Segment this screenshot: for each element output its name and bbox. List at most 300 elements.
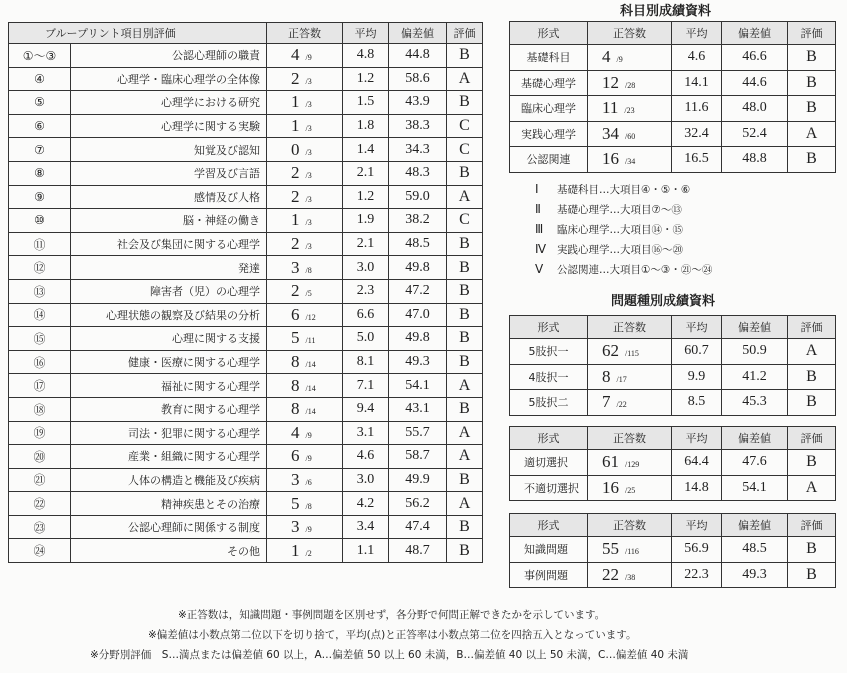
correct-count: 55 xyxy=(602,539,619,559)
item-name: 感情及び人格 xyxy=(71,185,267,209)
correct-cell xyxy=(267,44,343,68)
correct-count: 2 xyxy=(291,234,300,254)
correct-count: 7 xyxy=(602,392,611,412)
deviation: 43.9 xyxy=(389,91,447,115)
correct-cell xyxy=(267,327,343,351)
row-label: 4肢択一 xyxy=(510,364,588,390)
header-dev: 偏差値 xyxy=(389,23,447,44)
legend-item xyxy=(535,220,712,240)
header-correct: 正答数 xyxy=(588,22,672,45)
table-row xyxy=(9,114,483,138)
correct-cell xyxy=(588,339,672,365)
header-grade: 評価 xyxy=(788,427,836,450)
question-total: /9 xyxy=(305,430,312,440)
grade: B xyxy=(447,397,483,421)
item-name: 産業・組織に関する心理学 xyxy=(71,445,267,469)
correct-count: 5 xyxy=(291,493,300,513)
question-total: /9 xyxy=(305,454,312,464)
header-dev: 偏差値 xyxy=(722,316,788,339)
item-number: ⑯ xyxy=(9,350,71,374)
deviation: 54.1 xyxy=(722,475,788,501)
item-number: ⑰ xyxy=(9,374,71,398)
deviation: 58.7 xyxy=(389,445,447,469)
average: 8.5 xyxy=(672,390,722,416)
grade: A xyxy=(788,475,836,501)
question-total: /2 xyxy=(305,548,312,558)
item-name: 社会及び集団に関する心理学 xyxy=(71,232,267,256)
question-total: /9 xyxy=(305,53,312,63)
note-rounding: ※偏差値は小数点第二位以下を切り捨て，平均(点)と正答率は小数点第二位を四捨五入となっています。 xyxy=(148,629,637,641)
table-row xyxy=(510,70,836,96)
question-total: /60 xyxy=(625,131,636,141)
header-format: 形式 xyxy=(510,427,588,450)
question-total: /22 xyxy=(616,400,627,410)
item-name: 心理状態の観察及び結果の分析 xyxy=(71,303,267,327)
deviation: 47.6 xyxy=(722,450,788,476)
question-total: /3 xyxy=(305,76,312,86)
legend-text: 基礎心理学…大項目⑦〜⑬ xyxy=(557,204,682,216)
item-number: ㉑ xyxy=(9,468,71,492)
header-format: 形式 xyxy=(510,514,588,537)
average: 64.4 xyxy=(672,450,722,476)
qtype-header-row xyxy=(510,427,836,450)
average: 14.8 xyxy=(672,475,722,501)
question-total: /9 xyxy=(305,525,312,535)
table-row xyxy=(9,138,483,162)
average: 1.9 xyxy=(343,209,389,233)
item-name: 健康・医療に関する心理学 xyxy=(71,350,267,374)
question-total: /9 xyxy=(616,55,623,65)
correct-cell xyxy=(588,475,672,501)
correct-count: 3 xyxy=(291,469,300,489)
correct-count: 16 xyxy=(602,477,619,497)
correct-count: 1 xyxy=(291,92,300,112)
deviation: 48.8 xyxy=(722,147,788,173)
item-number: ㉔ xyxy=(9,539,71,563)
table-row xyxy=(9,161,483,185)
deviation: 49.8 xyxy=(389,256,447,280)
row-label: 公認関連 xyxy=(510,147,588,173)
deviation: 50.9 xyxy=(722,339,788,365)
correct-cell xyxy=(267,91,343,115)
grade: B xyxy=(447,232,483,256)
correct-cell xyxy=(267,185,343,209)
deviation: 47.4 xyxy=(389,515,447,539)
grade: A xyxy=(447,185,483,209)
row-label: 知識問題 xyxy=(510,537,588,563)
correct-count: 8 xyxy=(602,366,611,386)
deviation: 48.5 xyxy=(722,537,788,563)
correct-count: 2 xyxy=(291,186,300,206)
row-label: 不適切選択 xyxy=(510,475,588,501)
average: 1.4 xyxy=(343,138,389,162)
legend-roman: Ⅳ xyxy=(535,242,547,256)
deviation: 38.2 xyxy=(389,209,447,233)
correct-count: 8 xyxy=(291,375,300,395)
grade: C xyxy=(447,209,483,233)
question-total: /12 xyxy=(305,312,316,322)
question-total: /28 xyxy=(625,80,636,90)
item-name: 教育に関する心理学 xyxy=(71,397,267,421)
deviation: 44.8 xyxy=(389,44,447,68)
question-total: /8 xyxy=(305,265,312,275)
grade: B xyxy=(447,256,483,280)
correct-cell xyxy=(267,232,343,256)
header-avg: 平均 xyxy=(672,427,722,450)
table-row xyxy=(9,91,483,115)
correct-count: 11 xyxy=(602,98,619,118)
question-total: /11 xyxy=(305,336,316,346)
deviation: 47.2 xyxy=(389,279,447,303)
grade: A xyxy=(447,67,483,91)
item-name: 司法・犯罪に関する心理学 xyxy=(71,421,267,445)
table-row xyxy=(510,121,836,147)
deviation: 49.3 xyxy=(722,562,788,588)
correct-count: 1 xyxy=(291,210,300,230)
header-correct: 正答数 xyxy=(588,514,672,537)
deviation: 58.6 xyxy=(389,67,447,91)
average: 1.5 xyxy=(343,91,389,115)
correct-cell xyxy=(267,256,343,280)
legend-roman: Ⅴ xyxy=(535,262,544,276)
question-total: /6 xyxy=(305,477,312,487)
question-total: /3 xyxy=(305,194,312,204)
question-total: /129 xyxy=(625,460,640,470)
average: 3.4 xyxy=(343,515,389,539)
average: 5.0 xyxy=(343,327,389,351)
average: 56.9 xyxy=(672,537,722,563)
table-row xyxy=(510,450,836,476)
table-row xyxy=(9,303,483,327)
table-row xyxy=(9,44,483,68)
header-dev: 偏差値 xyxy=(722,427,788,450)
item-name: 知覚及び認知 xyxy=(71,138,267,162)
average: 11.6 xyxy=(672,96,722,122)
average: 4.6 xyxy=(343,445,389,469)
correct-count: 5 xyxy=(291,328,300,348)
item-number: ⑳ xyxy=(9,445,71,469)
correct-count: 62 xyxy=(602,341,619,361)
average: 2.1 xyxy=(343,161,389,185)
correct-count: 61 xyxy=(602,452,619,472)
item-name: 学習及び言語 xyxy=(71,161,267,185)
question-total: /8 xyxy=(305,501,312,511)
header-dev: 偏差値 xyxy=(722,22,788,45)
average: 4.2 xyxy=(343,492,389,516)
item-number: ④ xyxy=(9,67,71,91)
item-number: ㉒ xyxy=(9,492,71,516)
grade: B xyxy=(788,96,836,122)
question-total: /14 xyxy=(305,407,316,417)
legend-text: 公認関連…大項目①〜③・㉑〜㉔ xyxy=(557,264,713,276)
item-number: ⑭ xyxy=(9,303,71,327)
correct-count: 22 xyxy=(602,564,619,584)
item-name: 障害者（児）の心理学 xyxy=(71,279,267,303)
grade: B xyxy=(447,327,483,351)
deviation: 56.2 xyxy=(389,492,447,516)
correct-count: 4 xyxy=(291,422,300,442)
item-name: 人体の構造と機能及び疾病 xyxy=(71,468,267,492)
correct-cell xyxy=(267,397,343,421)
item-number: ⑦ xyxy=(9,138,71,162)
average: 1.8 xyxy=(343,114,389,138)
question-total: /3 xyxy=(305,171,312,181)
correct-cell xyxy=(267,421,343,445)
table-row xyxy=(9,350,483,374)
correct-cell xyxy=(588,121,672,147)
deviation: 43.1 xyxy=(389,397,447,421)
correct-cell xyxy=(588,45,672,71)
correct-count: 0 xyxy=(291,139,300,159)
grade: B xyxy=(788,70,836,96)
correct-cell xyxy=(267,350,343,374)
item-number: ⑱ xyxy=(9,397,71,421)
header-format: 形式 xyxy=(510,316,588,339)
item-number: ⑥ xyxy=(9,114,71,138)
header-correct: 正答数 xyxy=(267,23,343,44)
header-grade: 評価 xyxy=(788,316,836,339)
item-name: 脳・神経の働き xyxy=(71,209,267,233)
item-number: ⑤ xyxy=(9,91,71,115)
item-name: 福祉に関する心理学 xyxy=(71,374,267,398)
question-total: /34 xyxy=(625,157,636,167)
correct-cell xyxy=(267,279,343,303)
legend-item xyxy=(535,180,712,200)
item-number: ㉓ xyxy=(9,515,71,539)
note-correct-count: ※正答数は，知識問題・事例問題を区別せず，各分野で何問正解できたかを示しています。 xyxy=(178,609,606,621)
average: 6.6 xyxy=(343,303,389,327)
item-number: ⑫ xyxy=(9,256,71,280)
correct-cell xyxy=(588,562,672,588)
qtype-table-knowledge xyxy=(509,513,836,588)
deviation: 49.9 xyxy=(389,468,447,492)
item-name: 心理に関する支援 xyxy=(71,327,267,351)
table-row xyxy=(510,390,836,416)
legend-roman: Ⅰ xyxy=(535,182,539,196)
legend-roman: Ⅱ xyxy=(535,202,541,216)
item-name: 精神疾患とその治療 xyxy=(71,492,267,516)
correct-cell xyxy=(267,138,343,162)
grade: A xyxy=(788,339,836,365)
question-total: /23 xyxy=(624,106,635,116)
question-total: /3 xyxy=(305,242,312,252)
deviation: 46.6 xyxy=(722,45,788,71)
question-total: /115 xyxy=(625,349,639,359)
item-name: 心理学・臨床心理学の全体像 xyxy=(71,67,267,91)
average: 32.4 xyxy=(672,121,722,147)
legend-item xyxy=(535,240,712,260)
correct-count: 1 xyxy=(291,116,300,136)
correct-cell xyxy=(267,303,343,327)
correct-cell xyxy=(267,468,343,492)
qtype-table-appropriate xyxy=(509,426,836,501)
grade: B xyxy=(788,364,836,390)
item-name: 発達 xyxy=(71,256,267,280)
row-label: 適切選択 xyxy=(510,450,588,476)
grade: B xyxy=(447,91,483,115)
blueprint-table xyxy=(8,22,483,563)
average: 7.1 xyxy=(343,374,389,398)
correct-count: 2 xyxy=(291,163,300,183)
grade: B xyxy=(447,350,483,374)
table-row xyxy=(9,539,483,563)
correct-cell xyxy=(267,445,343,469)
average: 22.3 xyxy=(672,562,722,588)
correct-count: 8 xyxy=(291,399,300,419)
correct-count: 3 xyxy=(291,517,300,537)
deviation: 45.3 xyxy=(722,390,788,416)
grade: A xyxy=(447,445,483,469)
correct-count: 4 xyxy=(291,45,300,65)
row-label: 事例問題 xyxy=(510,562,588,588)
table-row xyxy=(510,45,836,71)
legend-roman: Ⅲ xyxy=(535,222,544,236)
row-label: 5肢択一 xyxy=(510,339,588,365)
note-grade-criteria: ※分野別評価 S…満点または偏差値 60 以上，A…偏差値 50 以上 60 未満，B…偏差値 40 以上 50 未満，C…偏差値 40 未満 xyxy=(90,649,689,661)
deviation: 48.7 xyxy=(389,539,447,563)
item-number: ①〜③ xyxy=(9,44,71,68)
average: 9.4 xyxy=(343,397,389,421)
row-label: 臨床心理学 xyxy=(510,96,588,122)
correct-count: 4 xyxy=(602,47,611,67)
question-total: /3 xyxy=(305,147,312,157)
deviation: 41.2 xyxy=(722,364,788,390)
correct-count: 16 xyxy=(602,149,619,169)
blueprint-header-row xyxy=(9,23,483,44)
row-label: 実践心理学 xyxy=(510,121,588,147)
grade: A xyxy=(447,374,483,398)
grade: B xyxy=(447,161,483,185)
question-total: /116 xyxy=(625,547,639,557)
table-row xyxy=(9,374,483,398)
average: 9.9 xyxy=(672,364,722,390)
correct-cell xyxy=(267,67,343,91)
average: 14.1 xyxy=(672,70,722,96)
correct-cell xyxy=(588,96,672,122)
question-total: /14 xyxy=(305,360,316,370)
item-number: ⑲ xyxy=(9,421,71,445)
correct-count: 3 xyxy=(291,257,300,277)
average: 16.5 xyxy=(672,147,722,173)
average: 1.2 xyxy=(343,67,389,91)
correct-cell xyxy=(588,70,672,96)
deviation: 44.6 xyxy=(722,70,788,96)
item-number: ⑨ xyxy=(9,185,71,209)
question-total: /25 xyxy=(625,485,636,495)
correct-cell xyxy=(267,161,343,185)
row-label: 基礎科目 xyxy=(510,45,588,71)
table-row xyxy=(510,364,836,390)
correct-cell xyxy=(588,147,672,173)
grade: B xyxy=(788,450,836,476)
question-total: /3 xyxy=(305,124,312,134)
qtype-title: 問題種別成績資料 xyxy=(611,294,716,309)
deviation: 54.1 xyxy=(389,374,447,398)
grade: B xyxy=(788,45,836,71)
item-name: 心理学に関する実験 xyxy=(71,114,267,138)
table-row xyxy=(9,492,483,516)
header-format: 形式 xyxy=(510,22,588,45)
header-avg: 平均 xyxy=(672,514,722,537)
correct-cell xyxy=(588,537,672,563)
header-avg: 平均 xyxy=(343,23,389,44)
deviation: 48.0 xyxy=(722,96,788,122)
correct-count: 6 xyxy=(291,446,300,466)
legend-text: 実践心理学…大項目⑯〜⑳ xyxy=(557,244,683,256)
legend-text: 基礎科目…大項目④・⑤・⑥ xyxy=(557,184,691,196)
deviation: 52.4 xyxy=(722,121,788,147)
table-row xyxy=(510,475,836,501)
table-row xyxy=(9,445,483,469)
table-row xyxy=(9,468,483,492)
deviation: 55.7 xyxy=(389,421,447,445)
correct-count: 6 xyxy=(291,304,300,324)
correct-cell xyxy=(267,114,343,138)
table-row xyxy=(9,327,483,351)
legend-item xyxy=(535,200,712,220)
average: 1.1 xyxy=(343,539,389,563)
table-row xyxy=(510,339,836,365)
item-number: ⑬ xyxy=(9,279,71,303)
table-row xyxy=(510,562,836,588)
average: 3.0 xyxy=(343,256,389,280)
item-number: ⑪ xyxy=(9,232,71,256)
table-row xyxy=(9,397,483,421)
item-name: 公認心理師の職責 xyxy=(71,44,267,68)
table-row xyxy=(9,515,483,539)
row-label: 基礎心理学 xyxy=(510,70,588,96)
grade: B xyxy=(447,515,483,539)
item-number: ⑧ xyxy=(9,161,71,185)
question-total: /38 xyxy=(625,572,636,582)
average: 60.7 xyxy=(672,339,722,365)
header-grade: 評価 xyxy=(447,23,483,44)
table-row xyxy=(510,147,836,173)
grade: B xyxy=(788,537,836,563)
header-avg: 平均 xyxy=(672,316,722,339)
table-row xyxy=(9,232,483,256)
correct-count: 1 xyxy=(291,540,300,560)
header-blueprint: ブループリント項目別評価 xyxy=(9,23,267,44)
grade: B xyxy=(447,303,483,327)
header-dev: 偏差値 xyxy=(722,514,788,537)
deviation: 59.0 xyxy=(389,185,447,209)
qtype-header-row xyxy=(510,316,836,339)
correct-cell xyxy=(588,450,672,476)
table-row xyxy=(510,537,836,563)
grade: A xyxy=(447,421,483,445)
subject-legend xyxy=(535,180,712,280)
item-number: ⑩ xyxy=(9,209,71,233)
deviation: 49.8 xyxy=(389,327,447,351)
correct-cell xyxy=(588,390,672,416)
grade: B xyxy=(788,390,836,416)
header-correct: 正答数 xyxy=(588,427,672,450)
correct-count: 2 xyxy=(291,68,300,88)
question-total: /3 xyxy=(305,218,312,228)
header-correct: 正答数 xyxy=(588,316,672,339)
table-row xyxy=(9,421,483,445)
grade: A xyxy=(447,492,483,516)
table-row xyxy=(9,209,483,233)
correct-cell xyxy=(267,515,343,539)
average: 2.1 xyxy=(343,232,389,256)
average: 8.1 xyxy=(343,350,389,374)
grade: A xyxy=(788,121,836,147)
question-total: /17 xyxy=(616,374,627,384)
correct-count: 2 xyxy=(291,281,300,301)
question-total: /14 xyxy=(305,383,316,393)
